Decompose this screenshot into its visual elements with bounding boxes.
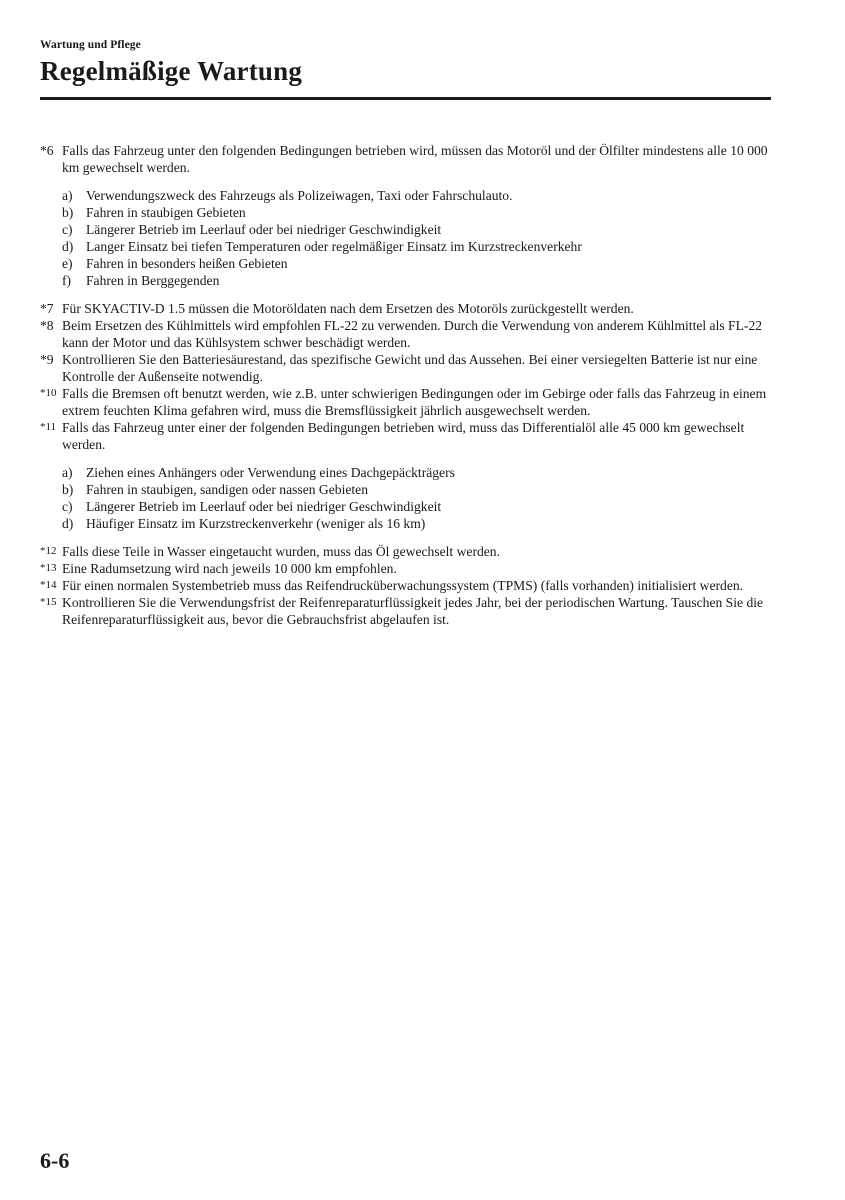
list-item-text: Fahren in besonders heißen Gebieten	[86, 256, 288, 271]
list-item-marker: a)	[62, 188, 73, 203]
footnotes-section	[40, 142, 775, 628]
footnote-marker: *8	[40, 318, 54, 333]
footnote-13	[40, 560, 775, 577]
list-item	[62, 187, 775, 204]
title-divider	[40, 97, 771, 100]
page-title: Regelmäßige Wartung	[40, 56, 303, 86]
footnote-text: Falls das Fahrzeug unter den folgenden Bedingungen betrieben wird, müssen das Motoröl und der Ölfilter mindestens alle 10 000 km gewechselt werden.	[62, 143, 768, 175]
footnote-marker: *11	[40, 421, 57, 433]
list-item-marker: c)	[62, 499, 73, 514]
list-item-marker: b)	[62, 482, 74, 497]
footnote-text: Falls das Fahrzeug unter einer der folgenden Bedingungen betrieben wird, muss das Differentialöl alle 45 000 km gewechselt werden.	[62, 420, 745, 452]
list-item-text: Häufiger Einsatz im Kurzstreckenverkehr (weniger als 16 km)	[86, 516, 426, 531]
footnote-15	[40, 594, 775, 628]
footnote-text: Kontrollieren Sie den Batteriesäurestand, das spezifische Gewicht und das Aussehen. Bei einer versiegelten Batterie ist nur eine Kontrolle der Außenseite notwendig.	[62, 352, 758, 384]
list-item-marker: d)	[62, 516, 74, 531]
conditions-list-oil-change	[62, 187, 775, 289]
footnote-7	[40, 300, 775, 317]
footnote-marker: *14	[40, 579, 57, 591]
footnote-text: Eine Radumsetzung wird nach jeweils 10 000 km empfohlen.	[62, 561, 397, 576]
footnote-14	[40, 577, 775, 594]
list-item	[62, 255, 775, 272]
footnote-12	[40, 543, 775, 560]
list-item	[62, 481, 775, 498]
list-item-text: Längerer Betrieb im Leerlauf oder bei niedriger Geschwindigkeit	[86, 222, 442, 237]
list-item	[62, 238, 775, 255]
footnote-text: Beim Ersetzen des Kühlmittels wird empfohlen FL-22 zu verwenden. Durch die Verwendung von anderem Kühlmittel als FL-22 kann der Motor und das Kühlsystem schwer beschädigt werden.	[62, 318, 763, 350]
page-number: 6-6	[40, 1148, 70, 1173]
footnote-6	[40, 142, 775, 176]
footnote-10	[40, 385, 775, 419]
footnote-marker: *7	[40, 301, 54, 316]
section-label: Wartung und Pflege	[40, 39, 141, 51]
footnote-marker: *12	[40, 545, 57, 557]
list-item-marker: f)	[62, 273, 72, 288]
list-item-text: Ziehen eines Anhängers oder Verwendung eines Dachgepäckträgers	[86, 465, 455, 480]
footnote-marker: *15	[40, 596, 57, 608]
footnote-marker: *10	[40, 387, 57, 399]
list-item-text: Verwendungszweck des Fahrzeugs als Polizeiwagen, Taxi oder Fahrschulauto.	[86, 188, 513, 203]
list-item-marker: d)	[62, 239, 74, 254]
list-item	[62, 464, 775, 481]
footnote-text: Falls diese Teile in Wasser eingetaucht wurden, muss das Öl gewechselt werden.	[62, 544, 500, 559]
list-item-text: Fahren in staubigen, sandigen oder nassen Gebieten	[86, 482, 368, 497]
footnote-marker: *13	[40, 562, 57, 574]
footnote-text: Falls die Bremsen oft benutzt werden, wie z.B. unter schwierigen Bedingungen oder im Gebirge oder falls das Fahrzeug in einem extrem feuchten Klima gefahren wird, muss die Bremsflüssigkeit jährlich ausgewechselt werden.	[62, 386, 767, 418]
conditions-list-differential-oil	[62, 464, 775, 532]
list-item-marker: b)	[62, 205, 74, 220]
footnote-11	[40, 419, 775, 453]
list-item	[62, 204, 775, 221]
list-item-text: Fahren in Berggegenden	[86, 273, 220, 288]
list-item-marker: c)	[62, 222, 73, 237]
list-item-text: Langer Einsatz bei tiefen Temperaturen oder regelmäßiger Einsatz im Kurzstreckenverkehr	[86, 239, 582, 254]
footnote-text: Für einen normalen Systembetrieb muss das Reifendrucküberwachungssystem (TPMS) (falls vorhanden) initialisiert werden.	[62, 578, 744, 593]
list-item-text: Fahren in staubigen Gebieten	[86, 205, 246, 220]
footnote-marker: *9	[40, 352, 54, 367]
list-item	[62, 272, 775, 289]
list-item	[62, 221, 775, 238]
footnote-text: Für SKYACTIV-D 1.5 müssen die Motoröldaten nach dem Ersetzen des Motoröls zurückgestellt werden.	[62, 301, 634, 316]
footnote-marker: *6	[40, 143, 54, 158]
footnote-8	[40, 317, 775, 351]
list-item-marker: a)	[62, 465, 73, 480]
list-item-marker: e)	[62, 256, 73, 271]
footnote-text: Kontrollieren Sie die Verwendungsfrist der Reifenreparaturflüssigkeit jedes Jahr, bei der periodischen Wartung. Tauschen Sie die Reifenreparaturflüssigkeit aus, bevor die Gebrauchsfrist abgelaufen ist.	[62, 595, 764, 627]
list-item	[62, 515, 775, 532]
list-item	[62, 498, 775, 515]
list-item-text: Längerer Betrieb im Leerlauf oder bei niedriger Geschwindigkeit	[86, 499, 442, 514]
footnote-9	[40, 351, 775, 385]
